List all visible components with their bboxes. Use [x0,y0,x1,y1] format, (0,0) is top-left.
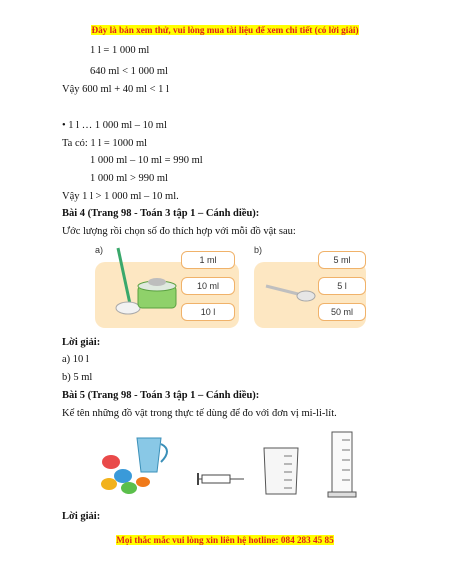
option-b-1[interactable]: 5 ml [318,251,366,269]
option-a-2[interactable]: 10 ml [181,277,235,295]
option-a-1[interactable]: 1 ml [181,251,235,269]
loi-giai-title-1: Lời giải: [62,337,101,348]
bai5-prompt: Kể tên những đồ vật trong thực tế dùng để đo với đơn vị mi-li-lít. [62,408,337,419]
math-line-3: Vậy 600 ml + 40 ml < 1 l [62,84,169,95]
bai5-title: Bài 5 (Trang 98 - Toán 3 tập 1 – Cánh diều): [62,390,260,401]
graduated-cylinder-illustration [324,428,360,500]
math-line-4: • 1 l … 1 000 ml – 10 ml [62,120,167,131]
measuring-cups-illustration [97,432,181,496]
spoon-illustration [262,280,318,304]
option-a-3[interactable]: 10 l [181,303,235,321]
header-banner: Đây là bản xem thử, vui lòng mua tài liệu để xem chi tiết (có lời giải) [91,25,359,35]
loi-giai-title-2: Lời giải: [62,511,101,522]
bai4-prompt: Ước lượng rồi chọn số đo thích hợp với mỗi đồ vật sau: [62,226,296,237]
measuring-jug-illustration [258,442,306,498]
footer-banner: Mọi thắc mắc vui lòng xin liên hệ hotline: 084 283 45 85 [116,535,334,545]
answer-a: a) 10 l [62,354,89,365]
math-line-7: 1 000 ml > 990 ml [90,173,168,184]
panel-b-label: b) [254,245,263,255]
math-line-2: 640 ml < 1 000 ml [90,66,168,77]
bai4-title: Bài 4 (Trang 98 - Toán 3 tập 1 – Cánh diều): [62,208,260,219]
math-line-1: 1 l = 1 000 ml [90,45,150,56]
math-line-6: 1 000 ml – 10 ml = 990 ml [90,155,203,166]
answer-b: b) 5 ml [62,372,93,383]
math-line-8: Vậy 1 l > 1 000 ml – 10 ml. [62,191,179,202]
syringe-illustration [196,468,248,490]
option-b-2[interactable]: 5 l [318,277,366,295]
math-line-5: Ta có: 1 l = 1000 ml [62,138,148,149]
panel-a-label: a) [95,245,104,255]
option-b-3[interactable]: 50 ml [318,303,366,321]
mop-bucket-illustration [104,242,182,322]
